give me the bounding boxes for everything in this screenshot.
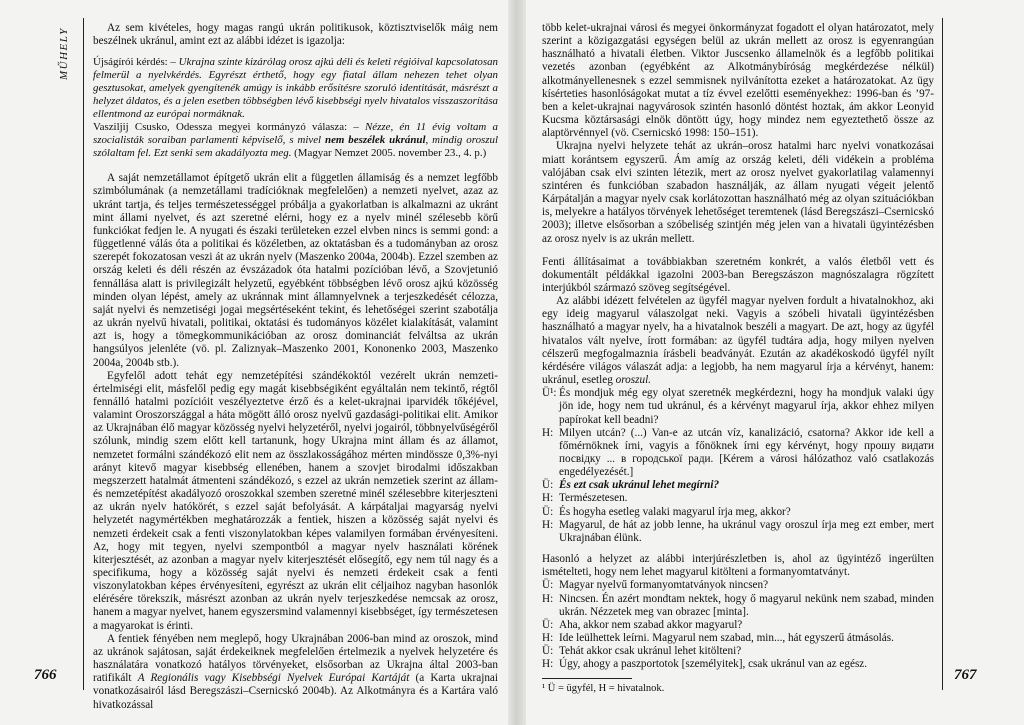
body-paragraph-1: A saját nemzetállamot építgető ukrán elit a független államiság és a nemzet legfőbb szimbólumának (a nemzetállami tradícióknak megfelelően) a nemzeti nyelvet, azaz az ukránt tartja, és teljes természetességgel próbálja a gyakorlatban is alkalmazni az ukránt mint állami nyelvet, és azt szeretné elérni, hogy ez a nyelv minél szélesebb körű funkciókat fedjen le. A nyugati és északi területeken ezzel elvben nincs is semmi gond: a függetlenné válás óta a politikai és közéletben, az oktatásban és a tudományban az orosz szerepét fokozatosan veszi át az ukrán nyelv (Maszenko 2004a, 2004b). Ezzel szemben az ország keleti és déli részén az évszázadok óta hatalmi pozícióban lévő, a Szovjetunió fennállása alatt is privilegizált helyzetű, egyébként többségben lévő orosz ajkú közösség minden olyan lépést, amely az ukránnak mint államnyelvnek a terjeszkedését célozza, saját nyelvi és nemzetiségi jogai megsértéseként tekint, és lehetőségei szerint szabotálja az ukrán nyelvű hivatali, politikai, oktatási és tudományos közélet kialakítását, valamint azt is, hogy a tömegkommunikációban az orosz dominanciát felváltsa az ukrán hangsúlyos jelenléte (vö. pl. Zaliznyak–Maszenko 2001, Kononenko 2003, Maszenko 2004a, 2004b stb.). (93, 172, 498, 369)
right-paragraph-5: Hasonló a helyzet az alábbi interjúrészletben is, ahol az ügyintéző ingerülten ismételteti, hogy nem lehet magyarul kitölteni a formanyomtatványt. (542, 553, 934, 579)
dialog-line (542, 658, 934, 671)
dialog-text: És hogyha esetleg valaki magyarul írja meg, akkor? (559, 505, 791, 518)
footnote: ¹ Ü = ügyfél, H = hivatalnok. (542, 682, 665, 694)
dialog-line (542, 479, 934, 492)
quote-question-text: Ukrajna szinte kizárólag orosz ajkú déli és keleti régióival kapcsolatosan felmerül a nyelvkérdés. Egyrészt érthető, hogy egy fiatal állam nehezen tehet olyan gesztusokat, amelyek gyengítenék amúgy is inkább erősítésre szoruló identitását, másrészt a helyzet áldatos, és a jelen esetben többségben lévő kisebbségi nyelv hivatalos visszaszorítása ellentmond az európai normáknak. (93, 56, 498, 121)
dialog-text: Ide leülhettek leírni. Magyarul nem szabad, min..., hát egyszerű átmásolás. (559, 632, 894, 645)
dialog-text: Magyarul, de hát az jobb lenne, ha ukránul vagy oroszul írja meg ezt ember, mert Ukrajnában élünk. (559, 518, 934, 544)
interview-dialog-1 (542, 387, 934, 545)
dialog-line (542, 632, 934, 645)
dialog-text: Úgy, ahogy a paszportotok [személyitek], csak ukránul van az egész. (559, 658, 868, 671)
quote-answer (93, 121, 498, 160)
dialog-text: És ezt csak ukránul lehet megírni? (559, 479, 720, 492)
quote-source: (Magyar Nemzet 2005. november 23., 4. p.) (294, 147, 487, 160)
page-number-left: 766 (34, 667, 57, 683)
page-number-right: 767 (954, 667, 977, 683)
right-column (542, 22, 934, 695)
dialog-line (542, 492, 934, 505)
quote-question-prefix: Újságírói kérdés: – (93, 56, 176, 69)
quote-block (93, 56, 498, 160)
speaker-label: H: (542, 592, 554, 605)
dialog-line (542, 619, 934, 632)
margin-rule (83, 18, 84, 690)
quote-answer-prefix: Vasziljij Csusko, Odessza megyei kormányzó válasza: – (93, 121, 359, 134)
dialog-line (542, 645, 934, 658)
right-paragraph-1: több kelet-ukrajnai városi és megyei önkormányzat fogadott el olyan határozatot, mely szerint a közigazgatási egységen belül az ukrán mellett az orosz is egyenrangúan használható a hivatali életben. Viktor Juscsenko államelnök és a legfőbb politikai vezetés azonban (egyébként az Alkotmánybíróság megkérdezése nélkül) alkotmányellenesnek s ezzel semmisnek nyilvánította ezeket a határozatokat. Az ügy kísérteties hasonlóságokat mutat a tíz évvel ezelőtti eseményekhez: 1996-ban és ’97-ben a kelet-ukrajnai nagyvárosok szintén hasonló döntést hoztak, ám akkor Leonyid Kucsma köztársasági elnök döntött úgy, hogy mindez nem egyeztethető össze az alaptörvénnyel (vö. Csernicskó 1998: 150–151). (542, 22, 934, 140)
dialog-text: Nincsen. Én azért mondtam nektek, hogy ő magyarul nekünk nem szabad, minden ukrán. Nézzetek meg van obrazec [minta]. (559, 592, 934, 618)
body-paragraph-3: A fentiek fényében nem meglepő, hogy Ukrajnában 2006-ban mind az oroszok, mind az ukránok sajátosan, saját érdekeiknek megfelelően értelmezik a nyelvek helyzetére és használatára vonatkozó hatályos törvényeket, elsősorban az Ukrajna által 2003-ban ratifikált A Regionális vagy Kisebbségi Nyelvek Európai Kartáját (a Karta ukrajnai vonatkozásairól lásd Beregszászi–Csernicskó 2004b). Az Alkotmányra és a Kartára való hivatkozással (93, 632, 498, 711)
speaker-label: H: (542, 492, 554, 505)
right-paragraph-3: Fenti állításaimat a továbbiakban szeretném konkrét, a valós életből vett és dokumentált példákkal igazolni 2003-ban Beregszászon magnószalagra rögzített interjúkból származó szöveg segítségével. (542, 255, 934, 294)
charter-title: A Regionális vagy Kisebbségi Nyelvek Európai Kartáját (137, 672, 410, 685)
speaker-label: Ü: (542, 479, 554, 492)
body-paragraph-2: Egyfelől adott tehát egy nemzetépítési szándékoktól vezérelt ukrán nemzeti-értelmiségi elit, másfelől pedig egy magát kisebbségiként egyáltalán nem tekintő, régtől fennálló hatalmi pozícióit veszélyeztetve érző és a kelet-ukrajnai iparvidék tőkéjével, valamint Oroszországgal a háta mögött álló orosz nyelvű gazdasági-politikai elit. Amikor az Ukrajnában élő magyar közösség nyelvi helyzetéről, nyelvi jogairól, többnyelvűségéről szólunk, mindig szem előtt kell tartanunk, hogy Ukrajna mint állam és az államot, nemzetet formálni szándékozó elit nem az összlakosságához mérten mindössze 0,3%-nyi arányt kitevő magyar kisebbség ellenében, hanem a szovjet birodalmi időszakban megszerzett hatalmát átmenteni szándékozó, s ezzel az ukrán nemzetiek szerint az állam- és nemzetépítést akadályozó oroszokkal szemben szeretné minél szélesebbre kiterjeszteni az ukrán nyelv hatókörét, s ezzel saját befolyását. A kárpátaljai magyarság nyelvi helyzetét nagymértékben meghatározzák a fentiek, hiszen a közösség saját nyelvi és nemzeti érdekeit csak a fenti viszonylatokban képes valamilyen formában érvényesíteni. Az, hogy mit tegyen, nyelvi szempontból a magyar nyelv használati körének kiterjesztését, az azonban a magyar nyelv kiterjesztését elősegítő, egy nem túl nagy és a specifikuma, hogy a közösség saját nyelvi és nemzeti érdekeit csak a fenti viszonylatokban képes érvényesíteni, egyrészt az ukrán elit céljaihoz nagyban hasonlók elérésére törekszik, másrészt azonban az ukrán nyelv terjeszkedése nemcsak az orosz, hanem a magyar nyelvet, hanem egyszersmind valamennyi kisebbséget, így természetesen a magyarokat is érinti. (93, 369, 498, 632)
speaker-label: Ü¹: (542, 387, 557, 400)
intro-paragraph: Az sem kivételes, hogy magas rangú ukrán politikusok, köztisztviselők máig nem beszélnek ukránul, amint ezt az alábbi idézet is igazolja: (93, 22, 498, 48)
quote-question (93, 56, 498, 121)
speaker-label: Ü: (542, 618, 554, 631)
margin-rule-right (942, 18, 943, 690)
speaker-label: H: (542, 518, 554, 531)
speaker-label: Ü: (542, 645, 554, 658)
running-head: MŰHELY (58, 27, 70, 80)
left-column (93, 22, 498, 712)
dialog-text: És mondjuk még egy olyat szeretnék megkérdezni, hogy ha mondjuk valaki úgy jön ide, hogy nem tud ukránul, és a kérvényt magyarul írja, akkor ehhez milyen papírokat kell beadni? (559, 387, 934, 426)
right-paragraph-2: Ukrajna nyelvi helyzete tehát az ukrán–orosz hatalmi harc nyelvi vonatkozásai miatt korántsem egyszerű. Ám amíg az ország keleti, déli vidékein a probléma valójában csak elvi szinten létezik, mert az orosz nyelvet gyakorlatilag valamennyi szintéren és funkcióban szabadon használják, az állam nyugati végeit jelentő Kárpátalján a magyar nyelv csak korlátozottan használható még az olyan szituációkban is, melyekre a hatályos törvények lehetőséget teremtenek (lásd Beregszászi–Csernicskó 2003); illetve elsősorban a szóbeliség szintjén még jelen van a hivatali ügyintézésben az orosz nyelv is az ukrán mellett. (542, 140, 934, 245)
dialog-line (542, 519, 934, 545)
speaker-label: H: (542, 426, 554, 439)
right-paragraph-4: Az alábbi idézett felvételen az ügyfél magyar nyelven fordult a hivatalnokhoz, aki egy ideig magyarul válaszolgat neki. Vagyis a szóbeli hivatali ügyintézésben használható a magyar nyelv, ha a hivatalnok beszéli a magyart. De azt, hogy az ügyfél hivatalos vált nyelve, írott formában: az ügyfél tudtára adja, hogy milyen nyelven célszerű megfogalmaznia írásbeli beadványát. Ezután az akadékoskodó ügyfél nyílt kérdésére világos válaszát adja: a legjobb, ha nem magyarul írja a kérvényt, hanem: ukránul, esetleg oroszul. (542, 295, 934, 387)
left-page (0, 0, 510, 725)
quote-answer-text-2: , mindig oroszul szólaltam fel. Ezt senki sem akadályozta meg. (93, 134, 498, 160)
right-page (524, 0, 1024, 725)
dialog-line (542, 579, 934, 592)
dialog-text: Milyen utcán? (...) Van-e az utcán víz, kanalizáció, csatorna? Akkor ide kell a főmérnöknek írni, vagyis a főnöknek írni egy kérvényt, hogy прошу видати посвiдку ... в городської ради. [Kérem a városi hálózathoz való csatlakozás engedélyezését.] (559, 426, 934, 479)
quote-answer-bold: nem beszélek ukránul (325, 134, 426, 147)
dialog-text: Tehát akkor csak ukránul lehet kitölteni? (559, 645, 742, 658)
quote-answer-text: Nézze, én 11 évig voltam a szocialisták soraiban parlamenti képviselő, s mivel (93, 121, 498, 147)
dialog-line (542, 427, 934, 480)
dialog-text: Természetesen. (559, 492, 628, 505)
speaker-label: Ü: (542, 579, 554, 592)
dialog-line (542, 593, 934, 619)
dialog-text: Aha, akkor nem szabad akkor magyarul? (559, 618, 743, 631)
dialog-text: Magyar nyelvű formanyomtatványok nincsen? (559, 579, 769, 592)
interview-dialog-2 (542, 579, 934, 671)
dialog-line (542, 387, 934, 426)
speaker-label: H: (542, 658, 554, 671)
speaker-label: H: (542, 632, 554, 645)
footnote-rule (542, 678, 632, 679)
speaker-label: Ü: (542, 505, 554, 518)
dialog-line (542, 506, 934, 519)
